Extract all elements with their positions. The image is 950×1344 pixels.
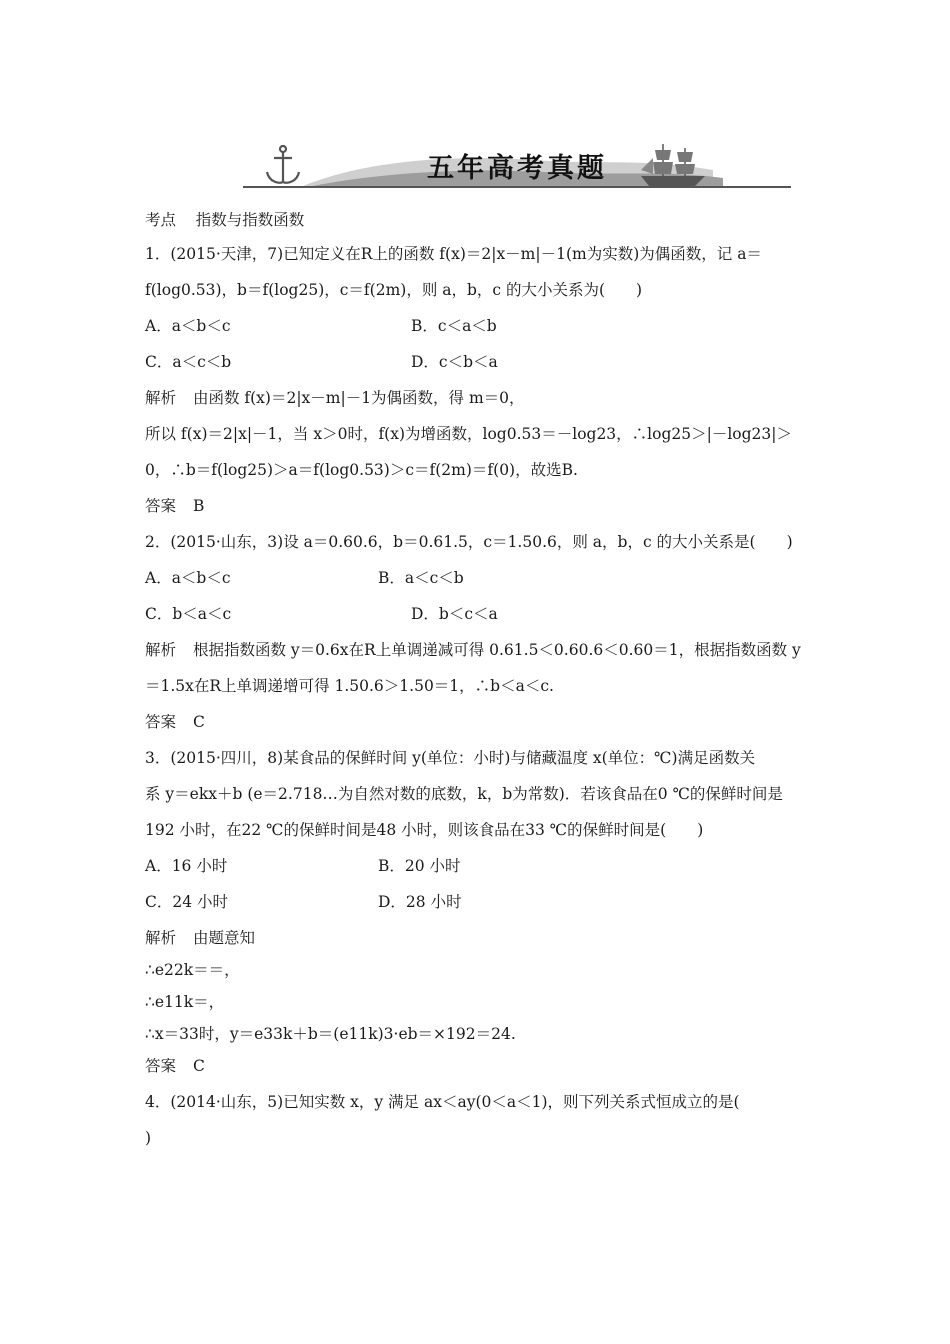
q2-answer-label: 答案 [145,713,177,731]
q1-option-a: A．a＜b＜c [145,317,231,335]
q3-option-c: C．24 小时 [145,893,229,911]
q3-answer-value: C [192,1057,205,1075]
q1-analysis-line-3: 0，∴b＝f(log25)＞a＝f(log0.53)＞c＝f(2m)＝f(0)，故选B. [145,461,578,479]
question-2-options-row-2 [145,603,810,639]
question-2-options-row-1 [145,567,810,603]
question-2-line-1: 2．(2015·山东，3)设 a＝0.60.6，b＝0.61.5，c＝1.50.6，则 a，b，c 的大小关系是( ) [145,533,793,551]
q3-analysis-line-4: ∴x＝33时，y＝e33k＋b＝(e11k)3·eb＝×192＝24. [145,1025,516,1043]
question-1-line-2: f(log0.53)，b＝f(log25)，c＝f(2m)，则 a，b，c 的大小关系为( ) [145,281,643,299]
q1-answer [145,495,810,531]
question-1-line-1: 1．(2015·天津，7)已知定义在R上的函数 f(x)＝2|x－m|－1(m为实数)为偶函数，记 a＝ [145,245,762,263]
q1-option-d: D．c＜b＜a [411,353,498,371]
question-4-line-2: ) [145,1129,152,1147]
question-3-options-row-1 [145,855,810,891]
q1-analysis-line-1 [145,387,810,423]
q1-answer-label: 答案 [145,497,177,515]
q3-analysis-text-1: 由题意知 [192,929,255,947]
section-heading [145,205,810,243]
q3-answer-label: 答案 [145,1057,177,1075]
question-1-options-row-2 [145,351,810,387]
q3-answer [145,1055,810,1091]
question-3-line-2: 系 y＝ekx＋b (e＝2.718…为自然对数的底数，k，b为常数)．若该食品在0 ℃的保鲜时间是 [145,785,783,803]
q3-option-d: D．28 小时 [378,893,462,911]
question-3-line-1: 3．(2015·四川，8)某食品的保鲜时间 y(单位：小时)与储藏温度 x(单位：℃)满足函数关 [145,749,756,767]
q2-option-b: B．a＜c＜b [378,569,464,587]
q2-answer [145,711,810,747]
question-3-line-3: 192 小时，在22 ℃的保鲜时间是48 小时，则该食品在33 ℃的保鲜时间是( ) [145,821,704,839]
question-4-line-1: 4．(2014·山东，5)已知实数 x，y 满足 ax＜ay(0＜a＜1)，则下列关系式恒成立的是( [145,1093,740,1111]
q3-analysis-line-2: ∴e22k＝＝， [145,961,240,979]
q3-analysis-line-1 [145,927,810,959]
q2-option-c: C．b＜a＜c [145,605,232,623]
q1-analysis-line-2: 所以 f(x)＝2|x|－1，当 x＞0时，f(x)为增函数，log0.53＝－log23，∴log25＞|－log23|＞ [145,425,792,443]
q1-answer-value: B [192,497,205,515]
q3-analysis-label: 解析 [145,929,177,947]
q2-analysis-label: 解析 [145,641,177,659]
q2-option-a: A．a＜b＜c [145,569,231,587]
q2-answer-value: C [192,713,205,731]
q2-option-d: D．b＜c＜a [411,605,498,623]
question-3-options-row-2 [145,891,810,927]
section-label: 考点 [145,211,177,229]
q2-analysis-text-1: 根据指数函数 y＝0.6x在R上单调递减可得 0.61.5＜0.60.6＜0.60＝1，根据指数函数 y [192,641,801,659]
q2-analysis-line-2: ＝1.5x在R上单调递增可得 1.50.6＞1.50＝1，∴b＜a＜c. [145,677,554,695]
q1-analysis-label: 解析 [145,389,177,407]
section-banner [243,140,791,192]
q1-analysis-text-1: 由函数 f(x)＝2|x－m|－1为偶函数，得 m＝0， [192,389,525,407]
document-body [145,205,810,1163]
q1-option-c: C．a＜c＜b [145,353,232,371]
banner-title: 五年高考真题 [427,153,607,184]
q2-analysis-line-1 [145,639,810,675]
question-1-options-row-1 [145,315,810,351]
section-title: 指数与指数函数 [195,211,305,229]
q3-option-a: A．16 小时 [145,857,228,875]
q3-option-b: B．20 小时 [378,857,461,875]
q1-option-b: B．c＜a＜b [411,317,497,335]
q3-analysis-line-3: ∴e11k＝， [145,993,225,1011]
